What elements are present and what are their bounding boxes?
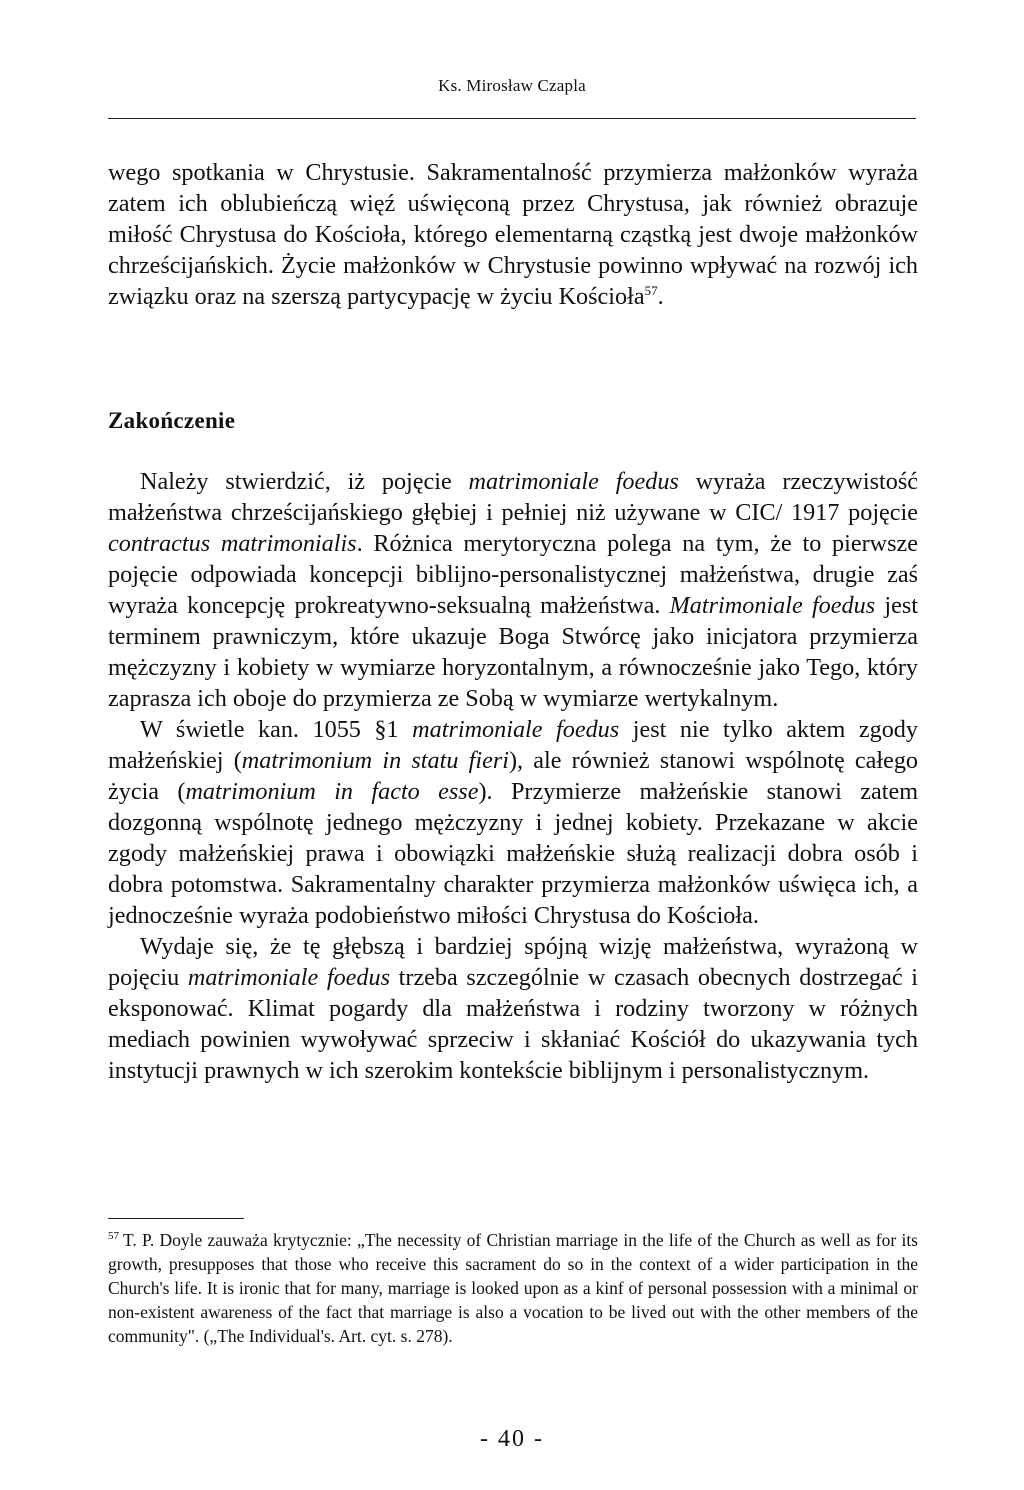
italic-term: matrimonium in statu fieri	[241, 747, 509, 774]
text: ), ale również stanowi wspólnotę całego życia (	[108, 747, 919, 805]
page-number: - 40 -	[480, 1426, 544, 1452]
footnote-rule	[108, 1218, 244, 1219]
paragraph-3	[108, 931, 918, 1086]
footnote-number: 57	[108, 1230, 119, 1243]
paragraph-2	[108, 714, 918, 931]
text: jest nie tylko aktem zgody małżeńskiej (	[108, 716, 918, 774]
text: Wydaje się, że tę głębszą i bardziej spójną wizję małżeństwa, wyrażoną w pojęciu	[108, 933, 918, 991]
italic-term: matrimoniale foedus	[468, 468, 679, 495]
italic-term: matrimoniale foedus	[412, 716, 620, 743]
paragraph-text: wego spotkania w Chrystusie. Sakramentalność przymierza małżonków wyraża zatem ich oblubieńczą więź uświęconą przez Chrystusa, jak również obrazuje miłość Chrystusa do Kościoła, którego elementarną cząstką jest dwoje małżonków chrześcijańskich. Życie małżonków w Chrystusie powinno wpływać na rozwój ich związku oraz na szerszą partycypację w życiu Kościoła	[108, 159, 918, 310]
italic-term: Matrimoniale foedus	[669, 592, 876, 619]
text: wyraża rzeczywistość małżeństwa chrześcijańskiego głębiej i pełniej niż używane w CIC/ 1917 pojęcie	[108, 468, 918, 526]
footnote-text: T. P. Doyle zauważa krytycznie: „The necessity of Christian marriage in the life of the Church as well as for its growth, presupposes that those who receive this sacrament do so in the context of a wider participation in the Church's life. It is ironic that for many, marriage is looked upon as a kinf of personal possession with a minimal or non-existent awareness of the fact that marriage is also a vocation to be lived out with the other members of the community". („The Individual's. Art. cyt. s. 278).	[108, 1230, 918, 1346]
footnote	[108, 1228, 918, 1348]
text: ). Przymierze małżeńskie stanowi zatem dozgonną wspólnotę jednego mężczyzny i jednej kobiety. Przekazane w akcie zgody małżeńskiej prawa i obowiązki małżeńskie służą realizacji dobra osób i dobra potomstwa. Sakramentalny charakter przymierza małżonków uświęca ich, a jednocześnie wyraża podobieństwo miłości Chrystusa do Kościoła.	[108, 778, 919, 929]
text: Należy stwierdzić, iż pojęcie	[140, 468, 469, 495]
text: jest terminem prawniczym, które ukazuje Boga Stwórcę jako inicjatora przymierza mężczyzny i kobiety w wymiarze horyzontalnym, a równocześnie jako Tego, który zaprasza ich oboje do przymierza ze Sobą w wymiarze wertykalnym.	[108, 592, 919, 712]
text: trzeba szczególnie w czasach obecnych dostrzegać i eksponować. Klimat pogardy dla małżeństwa i rodziny tworzony w różnych mediach powinien wywoływać sprzeciw i skłaniać Kościół do ukazywania tych instytucji prawnych w ich szerokim kontekście biblijnym i personalistycznym.	[108, 964, 918, 1084]
paragraph-end: .	[657, 283, 664, 310]
italic-term: matrimoniale foedus	[187, 964, 391, 991]
continued-paragraph	[108, 157, 918, 312]
footnote-reference: 57	[644, 282, 658, 298]
section-body	[108, 466, 918, 1086]
section-heading: Zakończenie	[108, 408, 236, 433]
paragraph	[108, 157, 918, 312]
paragraph-1	[108, 466, 918, 714]
italic-term: contractus matrimonialis	[108, 530, 357, 557]
text: . Różnica merytoryczna polega na tym, że to pierwsze pojęcie odpowiada koncepcji biblijno-personalistycznej małżeństwa, drugie zaś wyraża koncepcję prokreatywno-seksualną małżeństwa.	[108, 530, 918, 619]
running-head: Ks. Mirosław Czapla	[438, 76, 586, 95]
italic-term: matrimonium in facto esse	[185, 778, 479, 805]
text: W świetle kan. 1055 §1	[140, 716, 413, 743]
header-rule	[108, 118, 916, 119]
